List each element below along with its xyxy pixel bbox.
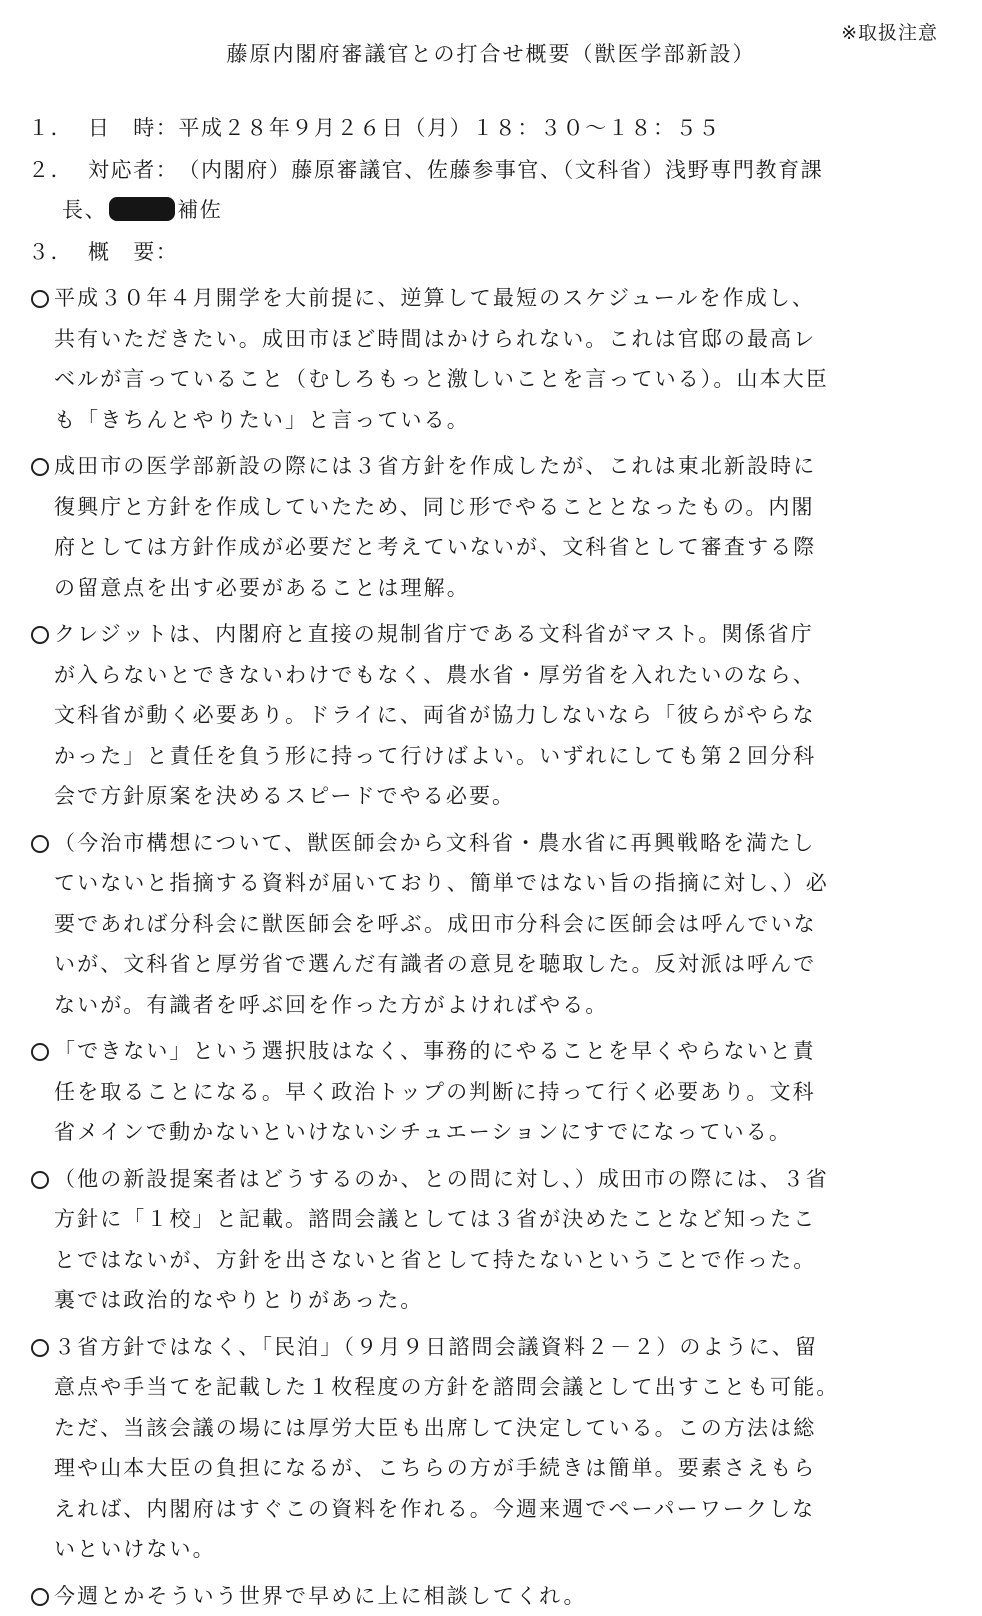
attendees-row bbox=[28, 150, 948, 231]
summary-item bbox=[28, 823, 948, 1026]
text-line: いといけない。 bbox=[54, 1529, 948, 1570]
text-line: 意点や手当てを記載した１枚程度の方針を諮問会議として出すことも可能。 bbox=[54, 1367, 948, 1408]
attendees-continuation: 長、 補佐 bbox=[28, 190, 948, 231]
text-line: 今週とかそういう世界で早めに上に相談してくれ。 bbox=[54, 1576, 948, 1616]
attendees-value: （内閣府）藤原審議官、佐藤参事官、（文科省）浅野専門教育課 bbox=[178, 150, 823, 191]
summary-item-text bbox=[54, 1159, 948, 1321]
circle-bullet-icon bbox=[28, 1576, 54, 1616]
summary-item bbox=[28, 1576, 948, 1616]
summary-item bbox=[28, 1031, 948, 1153]
text-line: ただ、当該会議の場には厚労大臣も出席して決定している。この方法は総 bbox=[54, 1408, 948, 1449]
text-line: 平成３０年４月開学を大前提に、逆算して最短のスケジュールを作成し、 bbox=[54, 278, 948, 319]
summary-item bbox=[28, 1327, 948, 1570]
section-number: １． bbox=[28, 108, 88, 149]
text-line: 省メインで動かないといけないシチュエーションにすでになっている。 bbox=[54, 1112, 948, 1153]
section-number: ３． bbox=[28, 232, 88, 273]
circle-bullet-icon bbox=[28, 1159, 54, 1199]
section-label: 概 要： bbox=[88, 232, 178, 273]
summary-item bbox=[28, 1159, 948, 1321]
section-label: 日 時： bbox=[88, 108, 178, 149]
summary-row bbox=[28, 232, 948, 273]
summary-item-text bbox=[54, 1327, 948, 1570]
section-number: ２． bbox=[28, 150, 88, 191]
redaction-mark bbox=[109, 197, 175, 221]
summary-item-text bbox=[54, 278, 948, 440]
summary-item-text bbox=[54, 823, 948, 1026]
text-line: 裏では政治的なやりとりがあった。 bbox=[54, 1280, 948, 1321]
document-body bbox=[28, 108, 948, 1616]
document-title: 藤原内閣府審議官との打合せ概要（獣医学部新設） bbox=[0, 38, 982, 68]
text-line: 理や山本大臣の負担になるが、こちらの方が手続きは簡単。要素さえもら bbox=[54, 1448, 948, 1489]
text-line: ていないと指摘する資料が届いており、簡単ではない旨の指摘に対し、）必 bbox=[54, 863, 948, 904]
text-line: 要であれば分科会に獣医師会を呼ぶ。成田市分科会に医師会は呼んでいな bbox=[54, 904, 948, 945]
text-line: いが、文科省と厚労省で選んだ有識者の意見を聴取した。反対派は呼んで bbox=[54, 944, 948, 985]
summary-item bbox=[28, 446, 948, 608]
text-line: 府としては方針作成が必要だと考えていないが、文科省として審査する際 bbox=[54, 527, 948, 568]
text-line: 方針に「１校」と記載。諮問会議としては３省が決めたことなど知ったこ bbox=[54, 1199, 948, 1240]
circle-bullet-icon bbox=[28, 446, 54, 486]
meeting-date-row bbox=[28, 108, 948, 149]
circle-bullet-icon bbox=[28, 278, 54, 318]
text-line: も「きちんとやりたい」と言っている。 bbox=[54, 400, 948, 441]
summary-item-text bbox=[54, 1576, 948, 1616]
text-line: 「できない」という選択肢はなく、事務的にやることを早くやらないと責 bbox=[54, 1031, 948, 1072]
circle-bullet-icon bbox=[28, 614, 54, 654]
text-line: 成田市の医学部新設の際には３省方針を作成したが、これは東北新設時に bbox=[54, 446, 948, 487]
summary-item bbox=[28, 278, 948, 440]
text-line: 会で方針原案を決めるスピードでやる必要。 bbox=[54, 776, 948, 817]
text-line: の留意点を出す必要があることは理解。 bbox=[54, 568, 948, 609]
text-line: ないが。有識者を呼ぶ回を作った方がよければやる。 bbox=[54, 985, 948, 1026]
text-line: とではないが、方針を出さないと省として持たないということで作った。 bbox=[54, 1240, 948, 1281]
text-line: （他の新設提案者はどうするのか、との問に対し、）成田市の際には、３省 bbox=[54, 1159, 948, 1200]
meeting-date-value: 平成２８年９月２６日（月）１８：３０～１８：５５ bbox=[178, 108, 720, 149]
text-line: 任を取ることになる。早く政治トップの判断に持って行く必要あり。文科 bbox=[54, 1072, 948, 1113]
text-line: クレジットは、内閣府と直接の規制省庁である文科省がマスト。関係省庁 bbox=[54, 614, 948, 655]
text-line: （今治市構想について、獣医師会から文科省・農水省に再興戦略を満たし bbox=[54, 823, 948, 864]
circle-bullet-icon bbox=[28, 1327, 54, 1367]
summary-items bbox=[28, 278, 948, 1616]
text-line: ３省方針ではなく、「民泊」（９月９日諮問会議資料２－２）のように、留 bbox=[54, 1327, 948, 1368]
summary-item-text bbox=[54, 1031, 948, 1153]
handling-notice: ※取扱注意 bbox=[841, 18, 938, 45]
circle-bullet-icon bbox=[28, 823, 54, 863]
summary-item bbox=[28, 614, 948, 817]
text-line: えれば、内閣府はすぐこの資料を作れる。今週来週でペーパーワークしな bbox=[54, 1489, 948, 1530]
text-line: 復興庁と方針を作成していたため、同じ形でやることとなったもの。内閣 bbox=[54, 487, 948, 528]
summary-item-text bbox=[54, 614, 948, 817]
section-label: 対応者： bbox=[88, 150, 178, 191]
text-line: 文科省が動く必要あり。ドライに、両省が協力しないなら「彼らがやらな bbox=[54, 695, 948, 736]
text-line: 共有いただきたい。成田市ほど時間はかけられない。これは官邸の最高レ bbox=[54, 319, 948, 360]
summary-item-text bbox=[54, 446, 948, 608]
circle-bullet-icon bbox=[28, 1031, 54, 1071]
text-line: ベルが言っていること（むしろもっと激しいことを言っている）。山本大臣 bbox=[54, 359, 948, 400]
text-line: が入らないとできないわけでもなく、農水省・厚労省を入れたいのなら、 bbox=[54, 655, 948, 696]
text-line: かった」と責任を負う形に持って行けばよい。いずれにしても第２回分科 bbox=[54, 736, 948, 777]
